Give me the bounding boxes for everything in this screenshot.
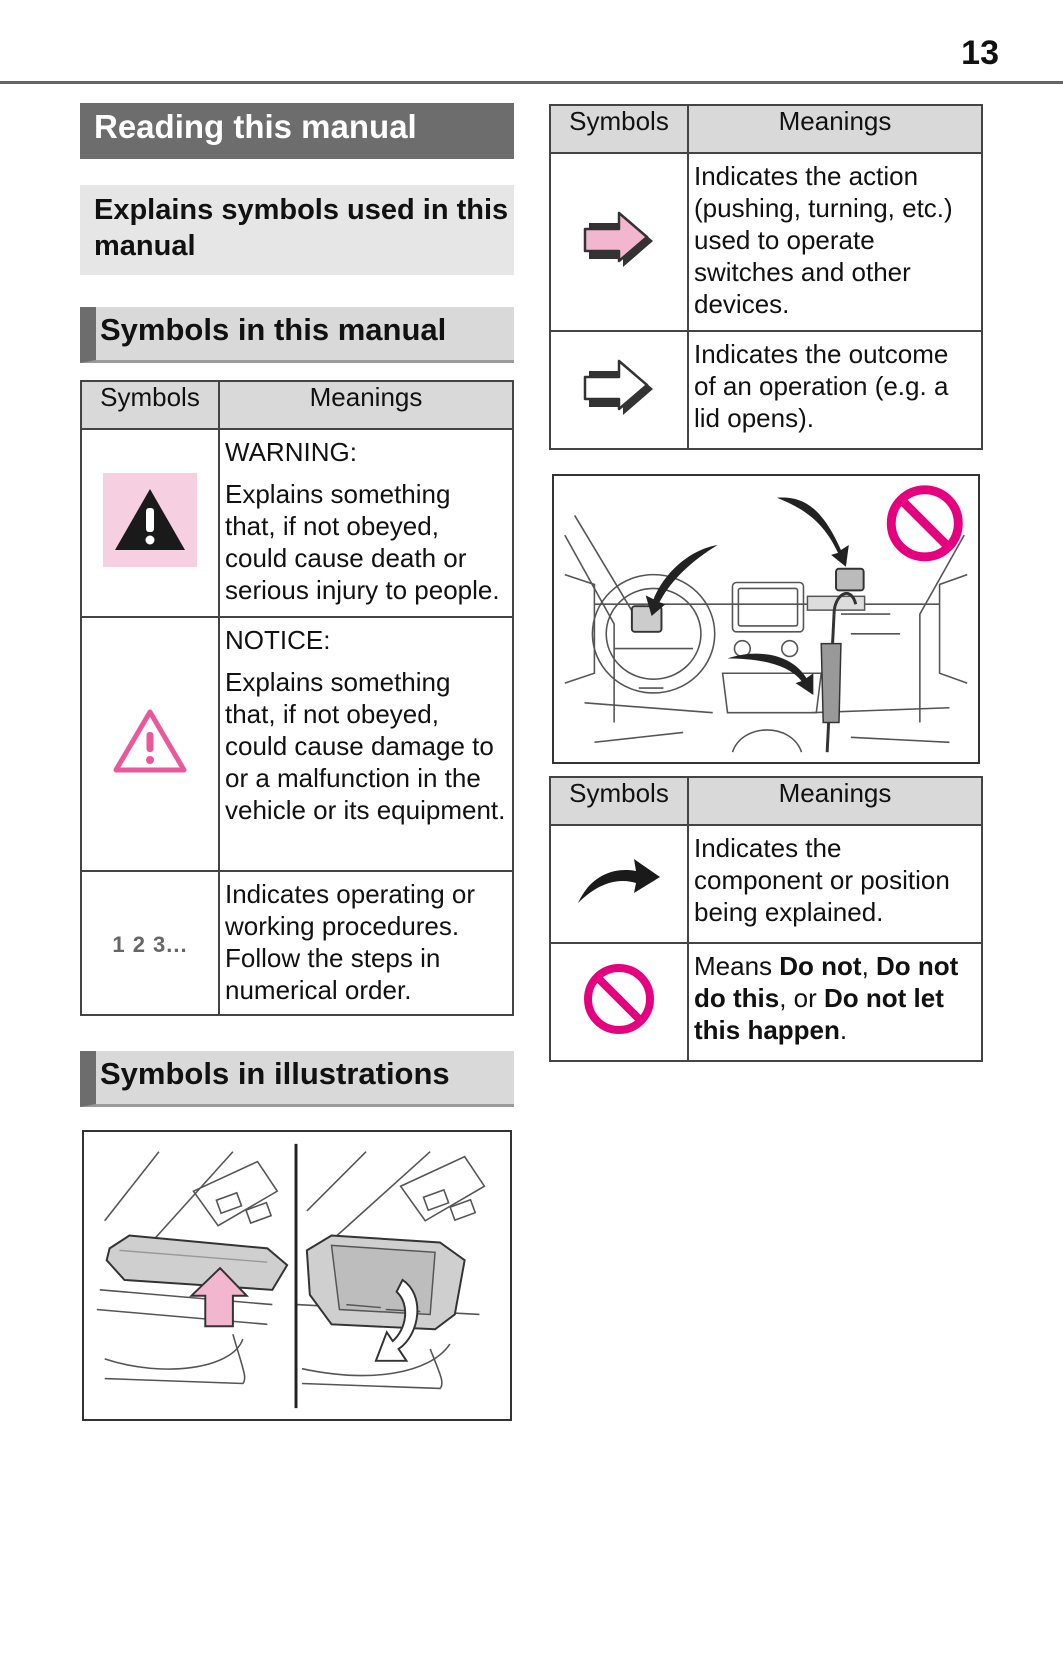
table-row	[81, 429, 513, 617]
prohibition-text: Means Do not, Do not do this, or Do not let this happen.	[688, 943, 982, 1061]
action-arrow-text: Indicates the action (pushing, turning, etc.) used to operate switches and other devices.	[694, 161, 953, 319]
pink-action-arrow-icon	[581, 207, 657, 271]
table-row	[550, 825, 982, 943]
manual-symbols-table	[80, 380, 514, 1016]
heading-symbols-manual: Symbols in this manual	[80, 307, 514, 363]
warning-text: Explains something that, if not obeyed, could cause death or serious injury to people.	[225, 479, 500, 605]
col-symbols: Symbols	[550, 777, 688, 825]
dashboard-illustration	[552, 474, 980, 764]
col-symbols: Symbols	[81, 381, 219, 429]
table-header-row	[550, 777, 982, 825]
col-meanings: Meanings	[219, 381, 513, 429]
overhead-console-illustration	[82, 1130, 512, 1421]
outline-outcome-arrow-icon	[581, 355, 657, 419]
outcome-arrow-text: Indicates the outcome of an operation (e.g. a lid opens).	[694, 339, 949, 433]
arrow-symbols-table	[549, 104, 983, 450]
warning-title: WARNING:	[225, 437, 357, 467]
header-rule	[0, 81, 1063, 84]
table-header-row	[81, 381, 513, 429]
page-number: 13	[961, 34, 999, 72]
section-subtitle: Explains symbols used in this manual	[80, 185, 514, 275]
table-row	[81, 617, 513, 871]
table-header-row	[550, 105, 982, 153]
heading-symbols-illustrations: Symbols in illustrations	[80, 1051, 514, 1107]
warning-triangle-icon	[103, 473, 197, 567]
section-title: Reading this manual	[80, 103, 514, 159]
notice-text: Explains something that, if not obeyed, could cause damage to or a malfunction in the vehicle or its equipment.	[225, 667, 506, 825]
steps-text: Indicates operating or working procedures. Follow the steps in numerical order.	[225, 879, 476, 1005]
pointer-symbols-table	[549, 776, 983, 1062]
prohibition-icon	[581, 961, 657, 1037]
pointer-text: Indicates the component or position being explained.	[694, 833, 950, 927]
table-row	[550, 153, 982, 331]
col-meanings: Meanings	[688, 105, 982, 153]
notice-title: NOTICE:	[225, 625, 331, 655]
notice-triangle-icon	[112, 708, 188, 774]
col-meanings: Meanings	[688, 777, 982, 825]
col-symbols: Symbols	[550, 105, 688, 153]
table-row	[550, 331, 982, 449]
table-row	[81, 871, 513, 1015]
step-numbers-icon: 1 2 3...	[112, 931, 188, 957]
curved-pointer-arrow-icon	[576, 853, 662, 909]
table-row	[550, 943, 982, 1061]
